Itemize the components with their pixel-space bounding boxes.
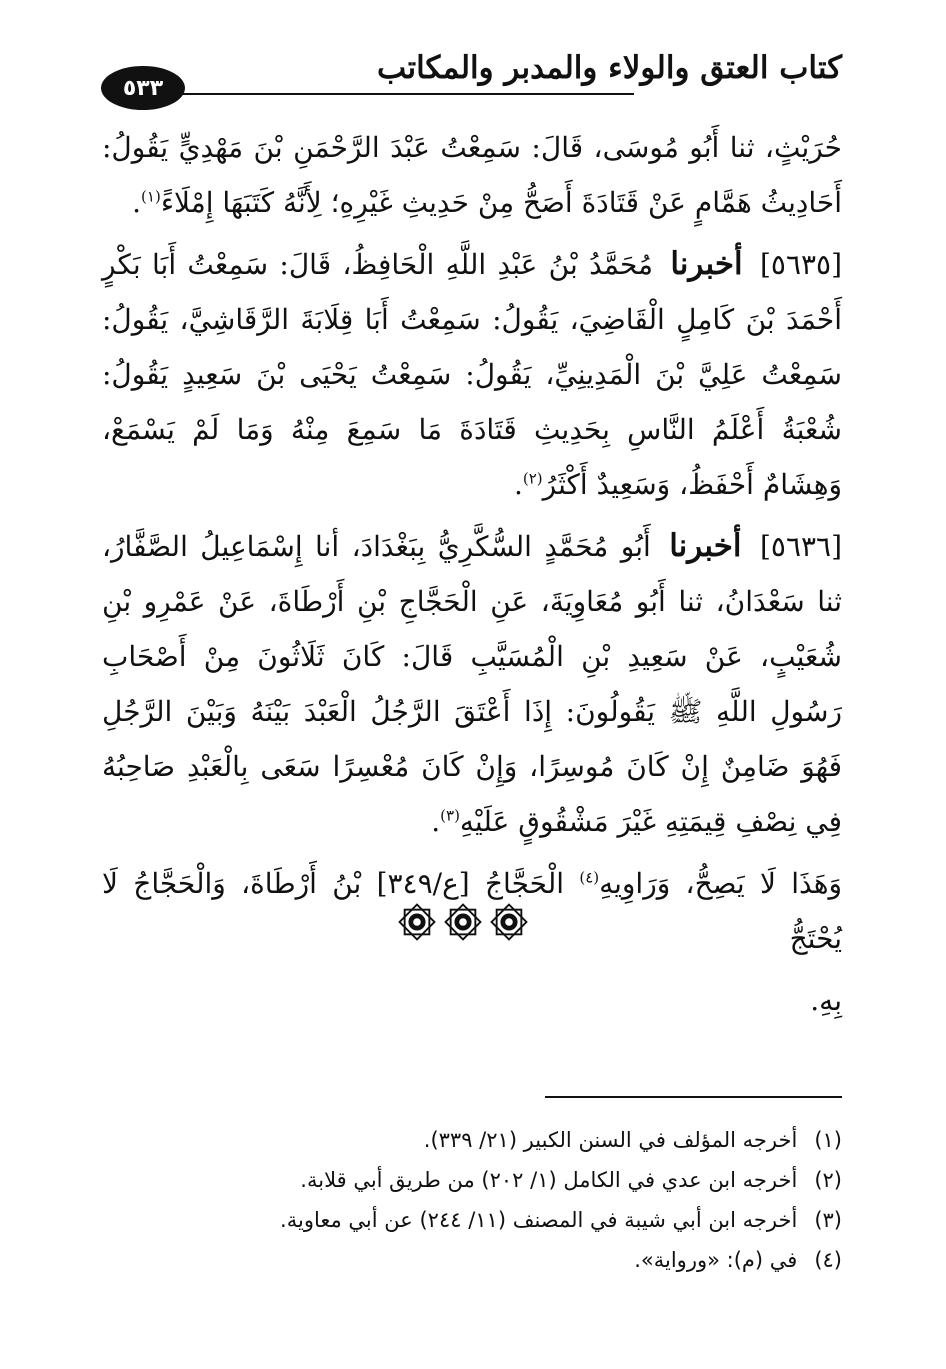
footnote-ref-3[interactable]: (٣) — [440, 806, 460, 825]
akhbarana-keyword: أخبرنا — [670, 246, 743, 282]
footnote-number: (٢) — [814, 1168, 842, 1192]
footnote-ref-1[interactable]: (١) — [141, 187, 161, 206]
hadith-number: [٥٦٣٦] — [759, 530, 843, 563]
hadith-5636: [٥٦٣٦] أخبرنا أَبُو مُحَمَّدٍ السُّكَّرِيُّ بِبَغْدَادَ، أنا إِسْمَاعِيلُ الصَّفَّارُ، ثنا سَعْدَانُ، ثنا أَبُو مُعَاوِيَةَ، عَنِ الْحَجَّاجِ بْنِ أَرْطَاةَ، عَنْ عَمْرِو بْنِ شُعَيْبٍ، عَنْ سَعِيدِ بْنِ الْمُسَيَّبِ قَالَ: كَانَ ثَلَاثُونَ مِنْ أَصْحَابِ رَسُولِ اللَّهِ ﷺ يَقُولُونَ: إِذَا أَعْتَقَ الرَّجُلُ الْعَبْدَ بَيْنَهُ وَبَيْنَ الرَّجُلِ فَهُوَ ضَامِنٌ إِنْ كَانَ مُوسِرًا، وَإِنْ كَانَ مُعْسِرًا سَعَى بِالْعَبْدِ صَاحِبُهُ فِي نِصْفِ قِيمَتِهِ غَيْرَ مَشْقُوقٍ عَلَيْهِ$^{(٣)}$. — [102, 528, 843, 838]
footnotes — [102, 1120, 842, 1280]
footnote-ref-4[interactable]: (٤) — [579, 868, 600, 887]
footnote-separator — [545, 1096, 842, 1098]
footnote-text: في (م): «ورواية». — [634, 1248, 798, 1272]
paragraph-text: حُرَيْثٍ، ثنا أَبُو مُوسَى، قَالَ: سَمِعْتُ عَبْدَ الرَّحْمَنِ بْنَ مَهْدِيٍّ يَقُولُ: أَحَادِيثُ هَمَّامٍ عَنْ قَتَادَةَ أَصَحُّ مِنْ حَدِيثِ غَيْرِهِ؛ لِأَنَّهُ كَتَبَهَا إِمْلَاءً — [102, 131, 842, 219]
footnote-text: أخرجه ابن عدي في الكامل (١/ ٢٠٢) من طريق أبي قلابة. — [300, 1168, 798, 1192]
rosette-ornament-icon — [490, 903, 528, 941]
footnote-3 — [102, 1200, 842, 1240]
commentary-text-cont: الْحَجَّاجُ [ع/٣٤٩] بْنُ أَرْطَاةَ، وَالْحَجَّاجُ لَا يُحْتَجُّ — [102, 867, 842, 955]
commentary-last-line: بِهِ. — [810, 984, 842, 1017]
section-ornament — [398, 902, 528, 942]
rosette-ornament-icon — [398, 903, 436, 941]
footnote-number: (٣) — [814, 1208, 842, 1232]
hadith-5635: [٥٦٣٥] أخبرنا مُحَمَّدُ بْنُ عَبْدِ اللَّهِ الْحَافِظُ، قَالَ: سَمِعْتُ أَبَا بَكْرٍ أَحْمَدَ بْنَ كَامِلٍ الْقَاضِيَ، يَقُولُ: سَمِعْتُ أَبَا قِلَابَةَ الرَّقَاشِيَّ، يَقُولُ: سَمِعْتُ عَلِيَّ بْنَ الْمَدِينِيِّ، يَقُولُ: سَمِعْتُ يَحْيَى بْنَ سَعِيدٍ يَقُولُ: شُعْبَةُ أَعْلَمُ النَّاسِ بِحَدِيثِ قَتَادَةَ مَا سَمِعَ مِنْهُ وَمَا لَمْ يَسْمَعْ، وَهِشَامٌ أَحْفَظُ، وَسَعِيدٌ أَكْثَرُ$^{(٢)}$. — [102, 246, 842, 501]
page-number: ٥٣٣ — [122, 75, 164, 101]
page-number-badge — [101, 66, 185, 110]
hadith-number: [٥٦٣٥] — [759, 248, 842, 281]
footnote-text: أخرجه المؤلف في السنن الكبير (٢١/ ٣٣٩). — [423, 1128, 798, 1152]
paragraph-continuation: حُرَيْثٍ، ثنا أَبُو مُوسَى، قَالَ: سَمِعْتُ عَبْدَ الرَّحْمَنِ بْنَ مَهْدِيٍّ يَقُولُ: أَحَادِيثُ هَمَّامٍ عَنْ قَتَادَةَ أَصَحُّ مِنْ حَدِيثِ غَيْرِهِ؛ لِأَنَّهُ كَتَبَهَا إِمْلَاءً$^{(١)}$. — [102, 131, 842, 219]
footnote-1 — [102, 1120, 842, 1160]
footnote-number: (٤) — [814, 1248, 842, 1272]
akhbarana-keyword: أخبرنا — [669, 528, 742, 564]
footnote-ref-2[interactable]: (٢) — [522, 469, 543, 488]
footnote-text: أخرجه ابن أبي شيبة في المصنف (١١/ ٢٤٤) عن أبي معاوية. — [280, 1208, 798, 1232]
rosette-ornament-icon — [444, 903, 482, 941]
footnote-number: (١) — [814, 1128, 842, 1152]
main-text — [102, 120, 842, 1035]
footnote-4 — [102, 1240, 842, 1280]
hadith-text: أَبُو مُحَمَّدٍ السُّكَّرِيُّ بِبَغْدَادَ، أنا إِسْمَاعِيلُ الصَّفَّارُ، ثنا سَعْدَانُ، ثنا أَبُو مُعَاوِيَةَ، عَنِ الْحَجَّاجِ بْنِ أَرْطَاةَ، عَنْ عَمْرِو بْنِ شُعَيْبٍ، عَنْ سَعِيدِ بْنِ الْمُسَيَّبِ قَالَ: كَانَ ثَلَاثُونَ مِنْ أَصْحَابِ رَسُولِ اللَّهِ ﷺ يَقُولُونَ: إِذَا أَعْتَقَ الرَّجُلُ الْعَبْدَ بَيْنَهُ وَبَيْنَ الرَّجُلِ فَهُوَ ضَامِنٌ إِنْ كَانَ مُوسِرًا، وَإِنْ كَانَ مُعْسِرًا سَعَى بِالْعَبْدِ صَاحِبُهُ فِي نِصْفِ قِيمَتِهِ غَيْرَ مَشْقُوقٍ عَلَيْهِ — [102, 530, 842, 838]
commentary-text: وَهَذَا لَا يَصِحُّ، وَرَاوِيهِ — [599, 867, 842, 900]
hadith-text: مُحَمَّدُ بْنُ عَبْدِ اللَّهِ الْحَافِظُ، قَالَ: سَمِعْتُ أَبَا بَكْرٍ أَحْمَدَ بْنَ كَامِلٍ الْقَاضِيَ، يَقُولُ: سَمِعْتُ أَبَا قِلَابَةَ الرَّقَاشِيَّ، يَقُولُ: سَمِعْتُ عَلِيَّ بْنَ الْمَدِينِيِّ، يَقُولُ: سَمِعْتُ يَحْيَى بْنَ سَعِيدٍ يَقُولُ: شُعْبَةُ أَعْلَمُ النَّاسِ بِحَدِيثِ قَتَادَةَ مَا سَمِعَ مِنْهُ وَمَا لَمْ يَسْمَعْ، وَهِشَامٌ أَحْفَظُ، وَسَعِيدٌ أَكْثَرُ — [102, 248, 842, 501]
header-rule — [178, 93, 634, 95]
footnote-2 — [102, 1160, 842, 1200]
running-header-title: كتاب العتق والولاء والمدبر والمكاتب — [377, 50, 842, 86]
